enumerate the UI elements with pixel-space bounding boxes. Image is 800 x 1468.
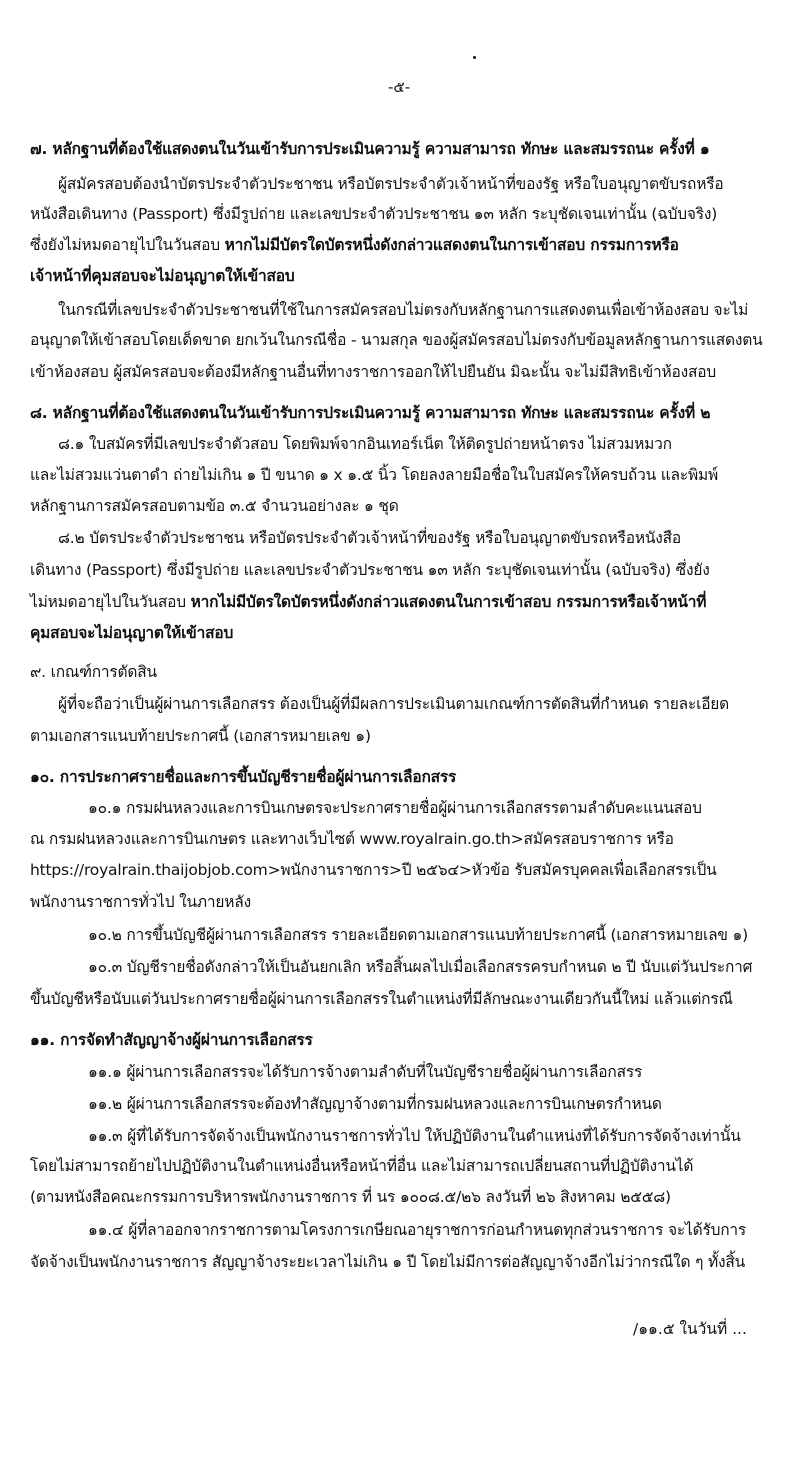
section-10-line: พนักงานราชการทั่วไป ในภายหลัง (30, 893, 251, 911)
section-8-line: ๘.๑ ใบสมัครที่มีเลขประจำตัวสอบ โดยพิมพ์จากอินเทอร์เน็ต ให้ติดรูปถ่ายหน้าตรง ไม่สวมหมวก (58, 435, 672, 453)
section-8-warning: หากไม่มีบัตรใดบัตรหนึ่งดังกล่าวแสดงตนในการเข้าสอบ กรรมการหรือเจ้าหน้าที่ (190, 593, 707, 611)
section-8-text: ไม่หมดอายุไปในวันสอบ (30, 593, 191, 611)
section-7-line: เข้าห้องสอบ ผู้สมัครสอบจะต้องมีหลักฐานอื่นที่ทางราชการออกให้ไปยืนยัน มิฉะนั้น จะไม่มีสิทธิเข้าห้องสอบ (30, 363, 716, 381)
section-7-line: อนุญาตให้เข้าสอบโดยเด็ดขาด ยกเว้นในกรณีชื่อ - นามสกุล ของผู้สมัครสอบไม่ตรงกับข้อมูลหลักฐานการแสดงตน (30, 331, 763, 349)
section-7-line: หนังสือเดินทาง (Passport) ซึ่งมีรูปถ่าย และเลขประจำตัวประชาชน ๑๓ หลัก ระบุชัดเจนเท่านั้น (ฉบับจริง) (30, 205, 718, 223)
section-8-line (30, 592, 706, 612)
section-11-line: จัดจ้างเป็นพนักงานราชการ สัญญาจ้างระยะเวลาไม่เกิน ๑ ปี โดยไม่มีการต่อสัญญาจ้างอีกไม่ว่ากรณีใด ๆ ทั้งสิ้น (30, 1253, 746, 1271)
section-10-line: ขึ้นบัญชีหรือนับแต่วันประกาศรายชื่อผู้ผ่านการเลือกสรรในตำแหน่งที่มีลักษณะงานเดียวกันนี้ใหม่ แล้วแต่กรณี (30, 990, 733, 1008)
section-7-warning: เจ้าหน้าที่คุมสอบจะไม่อนุญาตให้เข้าสอบ (30, 267, 295, 285)
section-7-line (30, 235, 679, 255)
section-8-line: ๘.๒ บัตรประจำตัวประชาชน หรือบัตรประจำตัวเจ้าหน้าที่ของรัฐ หรือใบอนุญาตขับรถหรือหนังสือ (58, 529, 681, 547)
section-10-heading: ๑๐. การประกาศรายชื่อและการขึ้นบัญชีรายชื่อผู้ผ่านการเลือกสรร (30, 768, 457, 786)
section-11-heading: ๑๑. การจัดทำสัญญาจ้างผู้ผ่านการเลือกสรร (30, 1031, 313, 1049)
scan-speck (473, 56, 476, 59)
section-11-line: ๑๑.๑ ผู้ผ่านการเลือกสรรจะได้รับการจ้างตามลำดับที่ในบัญชีรายชื่อผู้ผ่านการเลือกสรร (88, 1063, 643, 1081)
page-number: -๕- (388, 78, 411, 96)
section-8-line: เดินทาง (Passport) ซึ่งมีรูปถ่าย และเลขประจำตัวประชาชน ๑๓ หลัก ระบุชัดเจนเท่านั้น (ฉบับจริง) ซึ่งยัง (30, 561, 710, 579)
section-10-line: ๑๐.๑ กรมฝนหลวงและการบินเกษตรจะประกาศรายชื่อผู้ผ่านการเลือกสรรตามลำดับคะแนนสอบ (88, 799, 702, 817)
section-7-line: ในกรณีที่เลขประจำตัวประชาชนที่ใช้ในการสมัครสอบไม่ตรงกับหลักฐานการแสดงตนเพื่อเข้าห้องสอบ จะไม่ (58, 301, 749, 319)
section-11-line: (ตามหนังสือคณะกรรมการบริหารพนักงานราชการ ที่ นร ๑๐๐๘.๕/๒๖ ลงวันที่ ๒๖ สิงหาคม ๒๕๕๘) (30, 1188, 671, 1206)
section-10-line: ณ กรมฝนหลวงและการบินเกษตร และทางเว็บไซต์ www.royalrain.go.th>สมัครสอบราชการ หรือ (30, 830, 674, 848)
section-10-line: ๑๐.๒ การขึ้นบัญชีผู้ผ่านการเลือกสรร รายละเอียดตามเอกสารแนบท้ายประกาศนี้ (เอกสารหมายเลข ๑) (88, 926, 749, 944)
section-10-line: https://royalrain.thaijobjob.com>พนักงานราชการ>ปี ๒๕๖๔>หัวข้อ รับสมัครบุคคลเพื่อเลือกสรรเป็น (30, 861, 717, 879)
section-9-line: ตามเอกสารแนบท้ายประกาศนี้ (เอกสารหมายเลข ๑) (30, 727, 371, 745)
section-11-line: ๑๑.๔ ผู้ที่ลาออกจากราชการตามโครงการเกษียณอายุราชการก่อนกำหนดทุกส่วนราชการ จะได้รับการ (88, 1221, 747, 1239)
section-11-line: ๑๑.๓ ผู้ที่ได้รับการจัดจ้างเป็นพนักงานราชการทั่วไป ให้ปฏิบัติงานในตำแหน่งที่ได้รับการจัดจ้างเท่านั้น (88, 1127, 741, 1145)
section-11-line: โดยไม่สามารถย้ายไปปฏิบัติงานในตำแหน่งอื่นหรือหน้าที่อื่น และไม่สามารถเปลี่ยนสถานที่ปฏิบัติงานได้ (30, 1157, 694, 1175)
section-11-line: ๑๑.๒ ผู้ผ่านการเลือกสรรจะต้องทำสัญญาจ้างตามที่กรมฝนหลวงและการบินเกษตรกำหนด (88, 1095, 662, 1113)
section-7-warning: หากไม่มีบัตรใดบัตรหนึ่งดังกล่าวแสดงตนในการเข้าสอบ กรรมการหรือ (224, 236, 679, 254)
section-8-line: และไม่สวมแว่นตาดำ ถ่ายไม่เกิน ๑ ปี ขนาด ๑ x ๑.๕ นิ้ว โดยลงลายมือชื่อในใบสมัครให้ครบถ้วน และพิมพ์ (30, 466, 719, 484)
section-7-heading: ๗. หลักฐานที่ต้องใช้แสดงตนในวันเข้ารับการประเมินความรู้ ความสามารถ ทักษะ และสมรรถนะ ครั้งที่ ๑ (30, 140, 710, 158)
section-8-heading: ๘. หลักฐานที่ต้องใช้แสดงตนในวันเข้ารับการประเมินความรู้ ความสามารถ ทักษะ และสมรรถนะ ครั้งที่ ๒ (30, 404, 711, 422)
section-9-heading: ๙. เกณฑ์การตัดสิน (30, 663, 157, 681)
section-8-line: หลักฐานการสมัครสอบตามข้อ ๓.๕ จำนวนอย่างละ ๑ ชุด (30, 497, 399, 515)
continuation-note: /๑๑.๕ ในวันที่ ... (633, 1320, 747, 1338)
section-8-warning: คุมสอบจะไม่อนุญาตให้เข้าสอบ (30, 624, 234, 642)
section-7-line: ผู้สมัครสอบต้องนำบัตรประจำตัวประชาชน หรือบัตรประจำตัวเจ้าหน้าที่ของรัฐ หรือใบอนุญาตขับรถหรือ (58, 175, 724, 193)
section-7-text: ซึ่งยังไม่หมดอายุไปในวันสอบ (30, 236, 225, 254)
section-9-line: ผู้ที่จะถือว่าเป็นผู้ผ่านการเลือกสรร ต้องเป็นผู้ที่มีผลการประเมินตามเกณฑ์การตัดสินที่กำหนด รายละเอียด (58, 695, 730, 713)
section-10-line: ๑๐.๓ บัญชีรายชื่อดังกล่าวให้เป็นอันยกเลิก หรือสิ้นผลไปเมื่อเลือกสรรครบกำหนด ๒ ปี นับแต่วันประกาศ (88, 958, 753, 976)
